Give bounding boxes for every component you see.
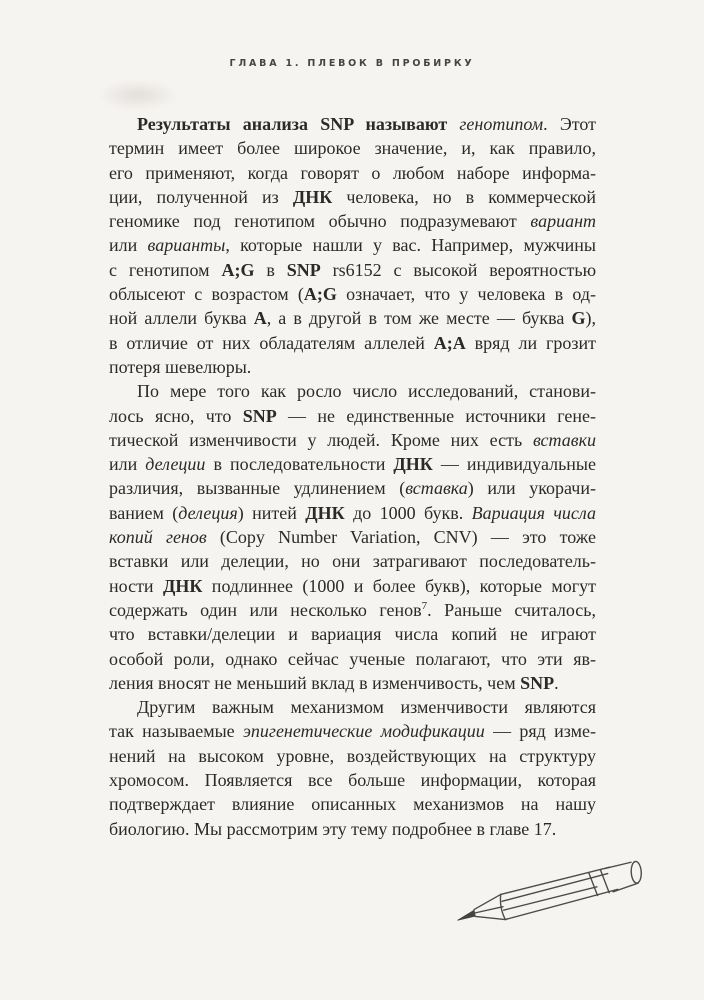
text-line bbox=[109, 185, 596, 209]
text-segment: особой роли, однако сейчас ученые полагают, что эти яв- bbox=[109, 648, 596, 669]
text-segment: или bbox=[109, 235, 148, 256]
text-segment: По мере того как росло число исследований, станови- bbox=[137, 381, 596, 402]
text-segment: облысеют с возрастом ( bbox=[109, 284, 304, 305]
text-segment: вариант bbox=[530, 211, 596, 232]
text-line bbox=[109, 598, 596, 622]
text-segment: эпигенетические модификации bbox=[242, 721, 485, 742]
text-segment: варианты bbox=[147, 235, 226, 256]
text-segment: , которые нашли у вас. Например, мужчины bbox=[225, 235, 597, 256]
text-segment: в последовательности bbox=[205, 454, 394, 475]
text-segment: A;G bbox=[303, 284, 337, 305]
text-segment: — ряд изме- bbox=[484, 721, 596, 742]
text-segment: Другим важным механизмом изменчивости являются bbox=[137, 697, 596, 718]
text-line bbox=[109, 792, 596, 816]
text-segment: до 1000 букв. bbox=[344, 502, 472, 523]
text-segment: SNP bbox=[520, 672, 555, 693]
text-line bbox=[109, 622, 596, 646]
text-line bbox=[109, 768, 596, 792]
text-segment: вряд ли грозит bbox=[465, 332, 596, 353]
text-segment: , а в другой в том же месте — буква bbox=[266, 308, 572, 329]
text-segment: SNP bbox=[242, 405, 277, 426]
text-line bbox=[109, 744, 596, 768]
text-segment: потеря шевелюры. bbox=[109, 356, 252, 377]
text-line bbox=[109, 719, 596, 743]
text-segment: ности bbox=[109, 575, 163, 596]
text-segment: что вставки/делеции и вариация числа копий не играют bbox=[109, 624, 596, 645]
text-line bbox=[109, 817, 596, 841]
text-segment: rs6152 с высокой вероятностью bbox=[320, 259, 597, 280]
text-segment: вставка bbox=[405, 478, 468, 499]
text-line bbox=[109, 306, 596, 330]
text-segment: ной аллели буква bbox=[109, 308, 254, 329]
text-segment: его применяют, когда говорят о любом наборе информа- bbox=[109, 162, 596, 183]
text-line bbox=[109, 549, 596, 573]
text-segment: . Этот bbox=[543, 114, 597, 134]
text-line bbox=[109, 428, 596, 452]
text-segment: термин имеет более широкое значение, и, как правило, bbox=[109, 138, 596, 159]
scan-smudge bbox=[98, 80, 178, 110]
text-segment: ции, полученной из bbox=[109, 186, 293, 207]
text-line bbox=[109, 258, 596, 282]
text-segment: ванием ( bbox=[109, 502, 179, 523]
text-line bbox=[109, 695, 596, 719]
text-segment: с генотипом bbox=[109, 259, 222, 280]
text-segment: человека, но в коммерческой bbox=[332, 186, 596, 207]
text-line bbox=[109, 647, 596, 671]
text-segment: Результаты анализа SNP называют bbox=[137, 114, 460, 134]
text-segment: в отличие от них обладателям аллелей bbox=[109, 332, 434, 353]
text-segment: Вариация числа bbox=[471, 502, 596, 523]
text-line bbox=[109, 501, 596, 525]
text-line bbox=[109, 136, 596, 160]
text-segment: различия, вызванные удлинением ( bbox=[109, 478, 406, 499]
text-segment: ), bbox=[585, 308, 597, 329]
text-line bbox=[109, 379, 596, 403]
text-segment: в bbox=[254, 259, 287, 280]
text-segment: ДНК bbox=[162, 575, 203, 596]
text-segment: ) нитей bbox=[237, 502, 306, 523]
text-line bbox=[109, 282, 596, 306]
text-segment: . bbox=[554, 672, 559, 693]
text-line bbox=[109, 452, 596, 476]
pencil-illustration bbox=[446, 848, 654, 945]
text-line bbox=[109, 355, 596, 379]
text-segment: содержать один или несколько генов bbox=[109, 599, 422, 620]
text-segment: ления вносят не меньший вклад в изменчивость, чем bbox=[109, 672, 521, 693]
text-segment: A;G bbox=[221, 259, 255, 280]
text-segment: A;A bbox=[433, 332, 466, 353]
text-segment: подтверждает влияние описанных механизмов на нашу bbox=[109, 794, 596, 815]
text-segment: нений на высоком уровне, воздействующих на структуру bbox=[109, 745, 596, 766]
text-line bbox=[109, 404, 596, 428]
text-segment: лось ясно, что bbox=[109, 405, 243, 426]
text-segment: тической изменчивости у людей. Кроме них есть bbox=[109, 429, 533, 450]
text-segment: так называемые bbox=[109, 721, 243, 742]
body-text bbox=[109, 112, 596, 841]
footnote-marker: 7 bbox=[421, 599, 428, 612]
text-segment: ДНК bbox=[292, 186, 333, 207]
text-segment: делеции bbox=[145, 454, 206, 475]
text-line bbox=[109, 671, 596, 695]
text-segment: геномике под генотипом обычно подразумевают bbox=[109, 211, 531, 232]
text-segment: вставки или делеции, но они затрагивают последователь- bbox=[109, 551, 596, 572]
text-segment: SNP bbox=[286, 259, 321, 280]
text-segment: означает, что у человека в од- bbox=[336, 284, 596, 305]
text-line bbox=[109, 574, 596, 598]
text-segment: биологию. Мы рассмотрим эту тему подробнее в главе 17. bbox=[109, 818, 557, 839]
running-head: ГЛАВА 1. ПЛЕВОК В ПРОБИРКУ bbox=[229, 58, 475, 69]
text-line bbox=[109, 476, 596, 500]
text-segment: или bbox=[109, 454, 146, 475]
text-segment: — не единственные источники гене- bbox=[276, 405, 596, 426]
text-segment: ДНК bbox=[305, 502, 345, 523]
text-segment: — индивидуальные bbox=[432, 454, 596, 475]
pencil-icon bbox=[446, 848, 654, 943]
text-segment: делеция bbox=[178, 502, 238, 523]
text-segment: вставки bbox=[532, 429, 596, 450]
text-segment: подлиннее (1000 и более букв), которые могут bbox=[202, 575, 596, 596]
text-segment: A bbox=[253, 308, 267, 329]
text-line bbox=[109, 209, 596, 233]
text-segment: . Раньше считалось, bbox=[427, 599, 596, 620]
text-segment: ДНК bbox=[393, 454, 433, 475]
text-segment: генотипом bbox=[459, 114, 544, 134]
text-segment: ) или укорачи- bbox=[467, 478, 596, 499]
text-line bbox=[109, 525, 596, 549]
text-segment: хромосом. Появляется все больше информации, которая bbox=[109, 770, 596, 791]
text-line bbox=[109, 331, 596, 355]
text-line bbox=[109, 112, 596, 136]
text-line bbox=[109, 161, 596, 185]
text-segment: (Copy Number Variation, CNV) — это тоже bbox=[206, 527, 596, 548]
text-line bbox=[109, 233, 596, 257]
text-segment: копий генов bbox=[109, 527, 207, 548]
text-segment: G bbox=[571, 308, 586, 329]
